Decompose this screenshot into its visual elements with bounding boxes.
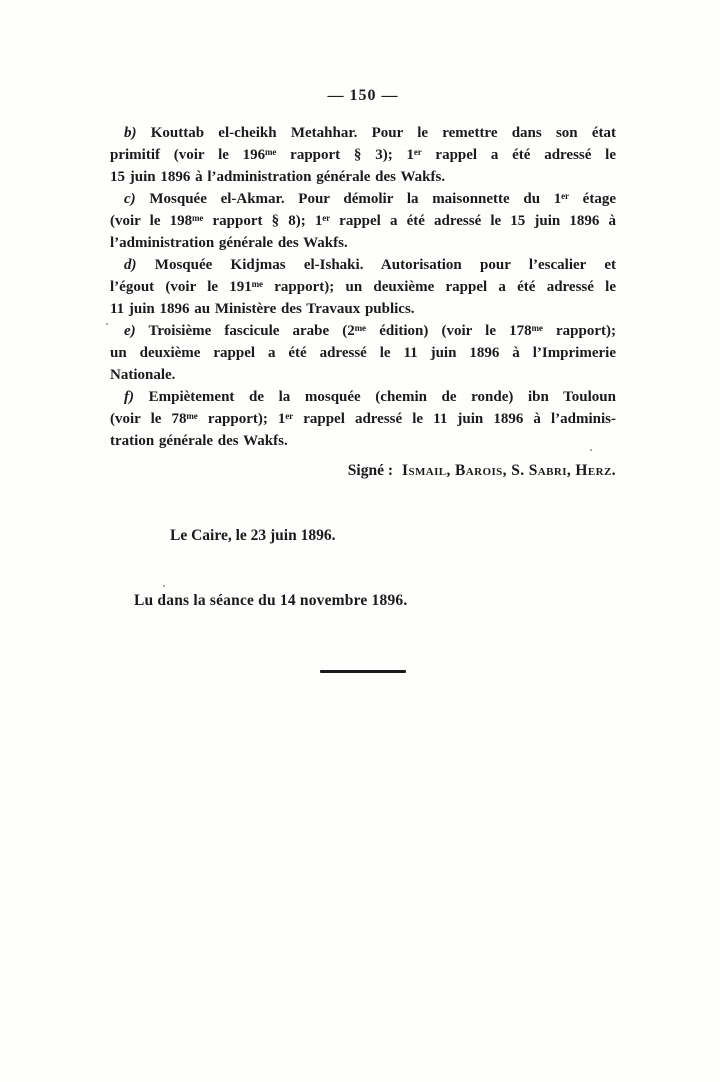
paragraph-letter: c) — [124, 191, 136, 207]
text-line: f) Empiètement de la mosquée (chemin de ronde) ibn Touloun — [124, 389, 616, 405]
text-line: l’administration générale des Wakfs. — [110, 235, 348, 251]
page-number: — 150 — — [327, 87, 399, 104]
text-line: c) Mosquée el-Akmar. Pour démolir la maisonnette du 1ᵉʳ étage — [124, 191, 616, 207]
text-line: (voir le 78ᵐᵉ rapport); 1ᵉʳ rappel adressé le 11 juin 1896 à l’adminis- — [110, 411, 616, 427]
paragraph-letter: d) — [124, 257, 137, 273]
scan-speck — [106, 323, 108, 325]
signature-prefix: Signé : — [347, 462, 394, 479]
text-line: e) Troisième fascicule arabe (2ᵐᵉ édition) (voir le 178ᵐᵉ rapport); — [124, 323, 616, 339]
text-line: un deuxième rappel a été adressé le 11 juin 1896 à l’Imprimerie — [110, 345, 616, 361]
text-line: primitif (voir le 196ᵐᵉ rapport § 3); 1ᵉʳ rappel a été adressé le — [110, 147, 616, 163]
scan-speck — [163, 585, 165, 587]
text-line: (voir le 198ᵐᵉ rapport § 8); 1ᵉʳ rappel a été adressé le 15 juin 1896 à — [110, 213, 616, 229]
signature-line — [110, 462, 618, 480]
dateline: Le Caire, le 23 juin 1896. — [170, 527, 336, 544]
signature-names: Ismail, Barois, S. Sabri, Herz. — [402, 462, 616, 479]
text-line: b) Kouttab el-cheikh Metahhar. Pour le remettre dans son état — [124, 125, 616, 141]
text-line: l’égout (voir le 191ᵐᵉ rapport); un deuxième rappel a été adressé le — [110, 279, 616, 295]
paragraph-letter: f) — [124, 389, 134, 405]
text-line: Nationale. — [110, 367, 176, 383]
body-text — [110, 122, 616, 452]
closing-line: Lu dans la séance du 14 novembre 1896. — [134, 592, 408, 609]
paragraph-letter: b) — [124, 125, 137, 141]
text-line: tration générale des Wakfs. — [110, 433, 288, 449]
scan-speck — [590, 449, 592, 451]
text-line: d) Mosquée Kidjmas el-Ishaki. Autorisation pour l’escalier et — [124, 257, 616, 273]
text-line: 15 juin 1896 à l’administration générale des Wakfs. — [110, 169, 446, 185]
text-line: 11 juin 1896 au Ministère des Travaux publics. — [110, 301, 415, 317]
paragraph-letter: e) — [124, 323, 136, 339]
divider-rule — [320, 670, 406, 673]
